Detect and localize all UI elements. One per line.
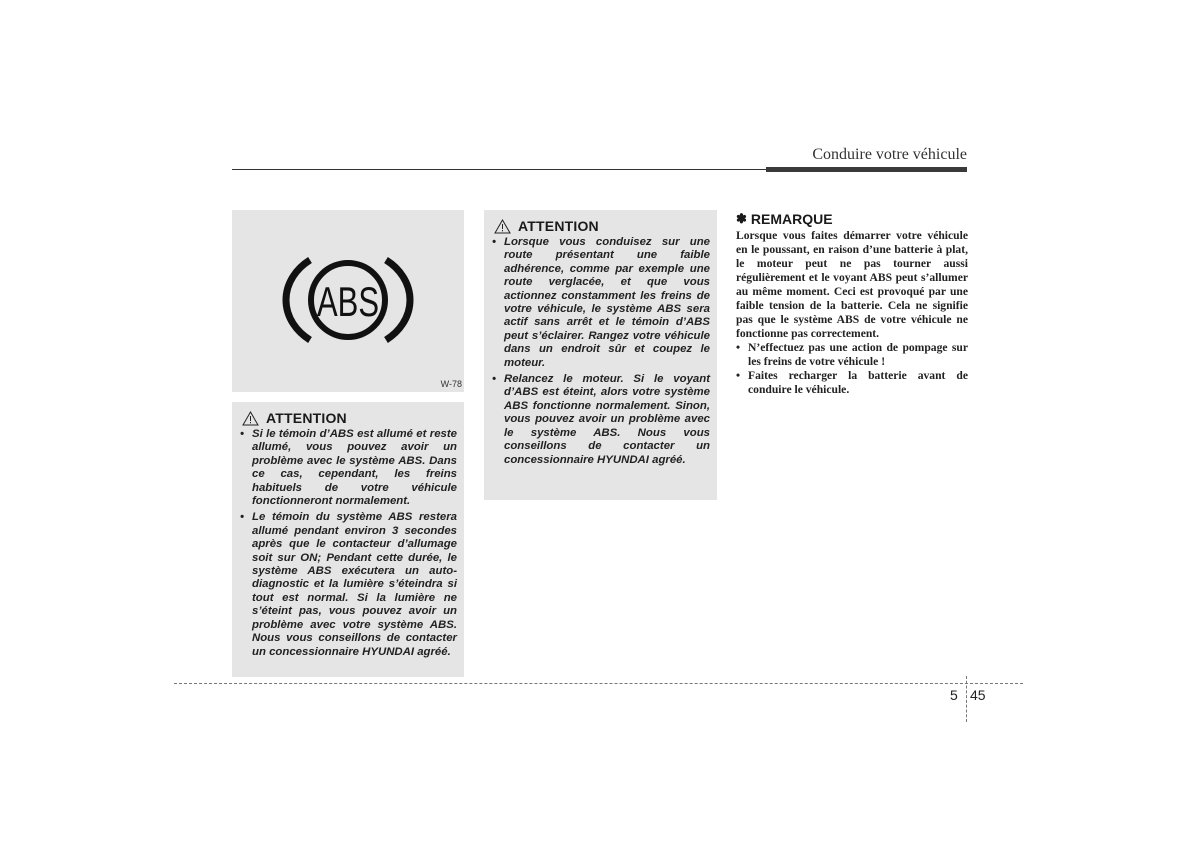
attention-box-left	[232, 402, 464, 677]
note-star-icon: ✽	[736, 211, 747, 226]
footer-divider	[966, 676, 967, 722]
attention-list	[239, 428, 457, 659]
chapter-title: Conduire votre véhicule	[812, 146, 967, 163]
abs-figure	[232, 210, 464, 392]
chapter-number: 5	[950, 687, 958, 703]
header-rule-accent	[766, 167, 967, 172]
warning-triangle-icon	[494, 219, 511, 234]
footer-rule	[174, 683, 1023, 684]
warning-triangle-icon	[242, 411, 259, 426]
attention-title: ATTENTION	[266, 410, 347, 426]
remarque-item: • N’effectuez pas une action de pompage sur les freins de votre véhicule !	[736, 341, 968, 369]
abs-icon-text: ABS	[317, 278, 379, 325]
attention-box-middle	[484, 210, 717, 500]
page-number: 45	[970, 687, 986, 703]
remarque-list	[736, 341, 968, 397]
attention-item: • Si le témoin d’ABS est allumé et reste allumé, vous pouvez avoir un problème avec le système ABS. Dans ce cas, cependant, les freins habituels de votre véhicule fonctionneront normalement.	[239, 428, 457, 508]
figure-code: W-78	[440, 379, 462, 389]
remarque-body: Lorsque vous faites démarrer votre véhicule en le poussant, en raison d’une batterie à plat, le moteur peut ne pas tourner aussi régulièrement et le voyant ABS peut s’allumer au même moment. Ceci est provoqué par une faible tension de la batterie. Cela ne signifie pas que le système ABS de votre véhicule ne fonctionne pas correctement.	[736, 229, 968, 340]
attention-list	[491, 236, 710, 467]
remarque-item: • Faites recharger la batterie avant de conduire le véhicule.	[736, 369, 968, 397]
attention-item: • Le témoin du système ABS restera allumé pendant environ 3 secondes après que le contacteur d’allumage soit sur ON; Pendant cette durée, le système ABS exécutera un auto-diagnostic et la lumière s’éteindra si tout est normal. Si la lumière ne s’éteint pas, vous pouvez avoir un problème avec votre système ABS. Nous vous conseillons de contacter un concessionnaire HYUNDAI agréé.	[239, 511, 457, 658]
remarque-title: REMARQUE	[750, 211, 833, 227]
attention-item: • Relancez le moteur. Si le voyant d’ABS est éteint, alors votre système ABS fonctionne normalement. Sinon, vous pouvez avoir un problème avec le système ABS. Nous vous conseillons de contacter un concessionnaire HYUNDAI agréé.	[491, 373, 710, 467]
abs-warning-light-icon	[232, 210, 464, 392]
attention-title: ATTENTION	[518, 218, 599, 234]
attention-item: • Lorsque vous conduisez sur une route présentant une faible adhérence, comme par exemple une route verglacée, et que vous actionnez constamment les freins de votre véhicule, le système ABS sera actif sans arrêt et le témoin d’ABS peut s’éclairer. Rangez votre véhicule dans un endroit sûr et coupez le moteur.	[491, 236, 710, 370]
remarque-section	[736, 211, 968, 397]
